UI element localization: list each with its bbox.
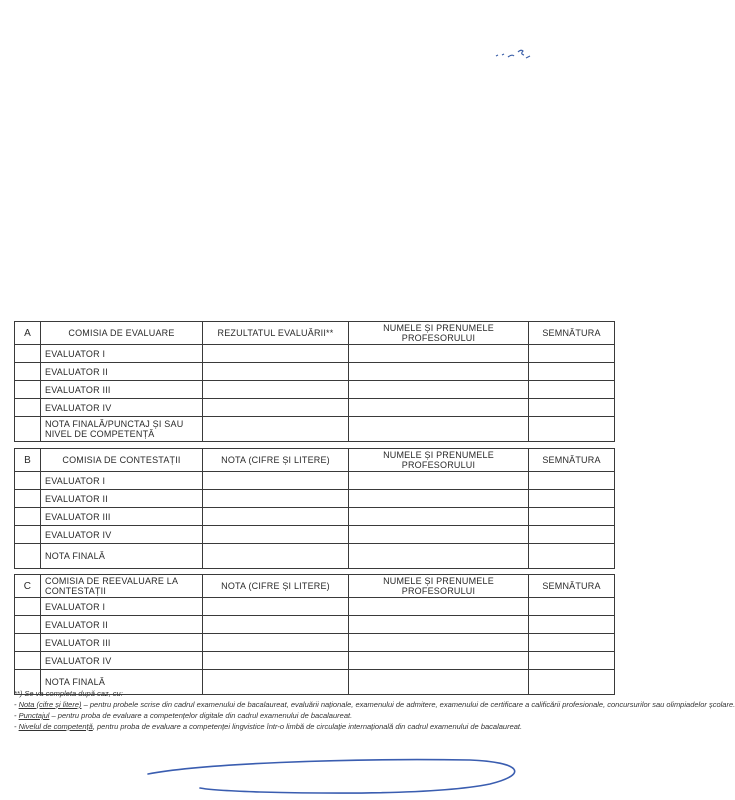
row-label: EVALUATOR III <box>41 508 203 526</box>
signature-cell[interactable] <box>529 544 615 569</box>
row-label: NOTA FINALĂ/PUNCTAJ ȘI SAU NIVEL DE COMPETENȚĂ <box>41 417 203 442</box>
table-row <box>15 652 615 670</box>
table-row <box>15 490 615 508</box>
name-cell[interactable] <box>349 417 529 442</box>
grade-cell[interactable] <box>203 616 349 634</box>
grade-header: NOTA (CIFRE ȘI LITERE) <box>203 575 349 598</box>
grade-cell[interactable] <box>203 598 349 616</box>
table-row <box>15 363 615 381</box>
row-label: EVALUATOR IV <box>41 652 203 670</box>
signature-cell[interactable] <box>529 652 615 670</box>
commission-header: COMISIA DE CONTESTAȚII <box>41 449 203 472</box>
signature-cell[interactable] <box>529 508 615 526</box>
reevaluation-table <box>14 574 615 695</box>
footnote-term: Punctajul <box>18 711 50 720</box>
signature-cell[interactable] <box>529 417 615 442</box>
footnotes <box>14 688 735 732</box>
table-letter: A <box>15 322 41 345</box>
teacher-name-header: NUMELE ȘI PRENUMELE PROFESORULUI <box>349 449 529 472</box>
table-row <box>15 526 615 544</box>
name-cell[interactable] <box>349 508 529 526</box>
table-row <box>15 616 615 634</box>
name-cell[interactable] <box>349 652 529 670</box>
row-label: EVALUATOR II <box>41 363 203 381</box>
row-label: NOTA FINALĂ <box>41 544 203 569</box>
signature-cell[interactable] <box>529 616 615 634</box>
table-row <box>15 472 615 490</box>
footnote-score: - Punctajul – pentru proba de evaluare a competențelor digitale din cadrul examenului de bacalaureat. <box>14 711 353 720</box>
row-label: EVALUATOR IV <box>41 526 203 544</box>
signature-cell[interactable] <box>529 399 615 417</box>
grade-cell[interactable] <box>203 472 349 490</box>
name-cell[interactable] <box>349 544 529 569</box>
signature-cell[interactable] <box>529 490 615 508</box>
commission-header: COMISIA DE REEVALUARE LA CONTESTAȚII <box>41 575 203 598</box>
signature-cell[interactable] <box>529 526 615 544</box>
signature-cell[interactable] <box>529 472 615 490</box>
signature-cell[interactable] <box>529 598 615 616</box>
row-label: NOTA FINALĂ <box>41 670 203 695</box>
table-row <box>15 417 615 442</box>
table-row <box>15 381 615 399</box>
name-cell[interactable] <box>349 526 529 544</box>
result-cell[interactable] <box>203 363 349 381</box>
signature-cell[interactable] <box>529 363 615 381</box>
teacher-name-header: NUMELE ȘI PRENUMELE PROFESORULUI <box>349 322 529 345</box>
signature-cell[interactable] <box>529 345 615 363</box>
table-row <box>15 345 615 363</box>
table-row <box>15 508 615 526</box>
name-cell[interactable] <box>349 472 529 490</box>
scan-mark <box>494 46 534 62</box>
grade-cell[interactable] <box>203 634 349 652</box>
grade-cell[interactable] <box>203 490 349 508</box>
name-cell[interactable] <box>349 381 529 399</box>
table-letter: B <box>15 449 41 472</box>
footnote-level: - Nivelul de competență, pentru proba de evaluare a competenței lingvistice într-o limbă de circulație internațională din cadrul examenului de bacalaureat. <box>14 722 523 731</box>
appeals-table <box>14 448 615 569</box>
name-cell[interactable] <box>349 490 529 508</box>
grade-cell[interactable] <box>203 652 349 670</box>
footnote-intro: **) Se va completa după caz, cu: <box>14 689 123 698</box>
signature-header: SEMNĂTURA <box>529 575 615 598</box>
row-label: EVALUATOR I <box>41 598 203 616</box>
row-label: EVALUATOR IV <box>41 399 203 417</box>
table-row <box>15 399 615 417</box>
name-cell[interactable] <box>349 598 529 616</box>
table-row <box>15 544 615 569</box>
result-cell[interactable] <box>203 381 349 399</box>
evaluation-table <box>14 321 615 442</box>
grade-cell[interactable] <box>203 526 349 544</box>
name-cell[interactable] <box>349 616 529 634</box>
signature-header: SEMNĂTURA <box>529 322 615 345</box>
name-cell[interactable] <box>349 399 529 417</box>
commission-header: COMISIA DE EVALUARE <box>41 322 203 345</box>
table-row <box>15 598 615 616</box>
name-cell[interactable] <box>349 345 529 363</box>
grade-cell[interactable] <box>203 508 349 526</box>
signature-cell[interactable] <box>529 634 615 652</box>
grade-cell[interactable] <box>203 544 349 569</box>
row-label: EVALUATOR II <box>41 490 203 508</box>
result-cell[interactable] <box>203 417 349 442</box>
row-label: EVALUATOR III <box>41 634 203 652</box>
row-label: EVALUATOR I <box>41 472 203 490</box>
row-label: EVALUATOR I <box>41 345 203 363</box>
footnote-term: Nivelul de competență <box>18 722 93 731</box>
name-cell[interactable] <box>349 363 529 381</box>
footnote-grade: - Nota (cifre și litere) – pentru probele scrise din cadrul examenului de bacalaureat, evaluării naționale, examenului de admitere, examenului de certificare a calificării profesionale, concursurilor sau olimpiadelor școlare. <box>14 700 735 709</box>
signature-cell[interactable] <box>529 381 615 399</box>
name-cell[interactable] <box>349 634 529 652</box>
footnote-term: Nota (cifre și litere) <box>18 700 82 709</box>
result-cell[interactable] <box>203 399 349 417</box>
pen-stroke <box>140 752 540 796</box>
table-row <box>15 634 615 652</box>
result-cell[interactable] <box>203 345 349 363</box>
row-label: EVALUATOR II <box>41 616 203 634</box>
table-letter: C <box>15 575 41 598</box>
teacher-name-header: NUMELE ȘI PRENUMELE PROFESORULUI <box>349 575 529 598</box>
row-label: EVALUATOR III <box>41 381 203 399</box>
grade-header: NOTA (CIFRE ȘI LITERE) <box>203 449 349 472</box>
result-header: REZULTATUL EVALUĂRII** <box>203 322 349 345</box>
signature-header: SEMNĂTURA <box>529 449 615 472</box>
